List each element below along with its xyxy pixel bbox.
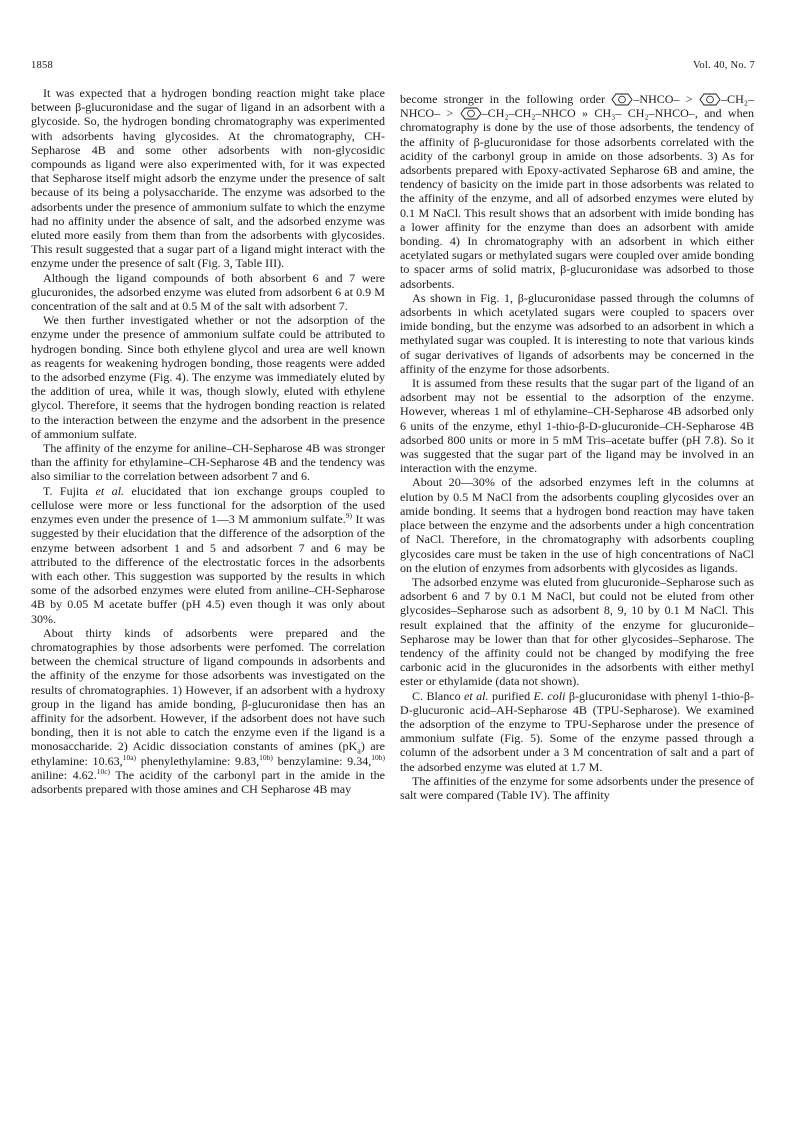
paragraph: We then further investigated whether or not the adsorption of the enzyme under the presence of ammonium sulfate could be attributed to hydrogen bonding. Since both ethylene glycol and urea are well known as reagents for weakening hydrogen bonding, those reagents were added to the adsorbed enzyme (Fig. 4). The enzyme was immediately eluted by the addition of urea, while it was, though slowly, eluted with ethylene glycol. Therefore, it seems that the hydrogen bonding reaction is related to the interaction between the enzyme and the adsorbent in the presence of ammonium sulfate. <box>31 313 385 441</box>
paragraph: The adsorbed enzyme was eluted from glucuronide–Sepharose such as adsorbent 6 and 7 by 0.1 M NaCl, but could not be eluted from other glycosides–Sepharose such as adsorbent 8, 9, 10 by 0.1 M NaCl. This result explained that the affinity of the enzyme for glucuronide–Sepharose may be lower than that for other glycosides–Sepharose. The tendency of the affinity could not be changed by modifying the free carbonic acid in the glucuronides in the adsorbents with either methyl ester or ethylamide (data not shown). <box>400 574 754 689</box>
volume-issue: Vol. 40, No. 7 <box>692 60 755 71</box>
paragraph: It is assumed from these results that the sugar part of the ligand of an adsorbent may not be essential to the adsorption of the enzyme. However, whereas 1 ml of ethylamine–CH-Sepharose 4B adsorbed only 6 units of the enzyme, ethyl 1-thio-β-D-glucuronide–CH-Sepharose 4B adsorbed 800 units or more in 5 mM Tris–acetate buffer (pH 7.8). So it was suggested that the sugar part of the ligand may be involved in an interaction with the enzyme. <box>400 376 754 476</box>
paragraph: The affinity of the enzyme for aniline–CH-Sepharose 4B was stronger than the affinity for ethylamine–CH-Sepharose 4B and the tendency was also similiar to the correlation between adsorbent 7 and 6. <box>31 441 385 484</box>
paragraph: As shown in Fig. 1, β-glucuronidase passed through the columns of adsorbents in which acetylated sugars were coupled to spacers over imide bonding, but the enzyme was adsorbed to an adsorbent in which a methylated sugar was coupled. It is interesting to note that various kinds of sugar derivatives of ligands of adsorbents may be concerned in the affinity of the enzyme for those adsorbents. <box>400 290 754 376</box>
citation: 10a) <box>122 752 137 762</box>
benzene-ring-icon <box>699 93 721 105</box>
paragraph: Although the ligand compounds of both absorbent 6 and 7 were glucuronides, the adsorbed enzyme was eluted from adsorbent 6 at 0.9 M concentration of the salt and at 0.5 M of the salt with adsorbent 7. <box>31 270 385 314</box>
citation: 10b) <box>259 752 273 762</box>
page-number: 1858 <box>31 60 53 71</box>
right-column <box>400 92 754 802</box>
paragraph: T. Fujita et al. elucidated that ion exchange groups coupled to cellulose were more or less functional for the adsorption of the used enzymes even under the presence of 1—3 M ammonium sulfate.$^{9)}$ It was suggested by their elucidation that the difference of the adsorption of the enzyme between adsorbent 1 and 5 and adsorbent 7 and 6 may be attributed to the difference of the electrostatic forces in the adsorbents with each other. This suggestion was supported by the results in which some of the adsorbed enzymes were eluted from aniline–CH-Sepharose 4B by 0.05 M acetate buffer (pH 4.5) even though it was only about 30%. <box>31 483 385 626</box>
citation: 10c) <box>96 766 111 776</box>
paragraph: About 20—30% of the adsorbed enzymes left in the columns at elution by 0.5 M NaCl from the adsorbents coupling glycosides over an amide bonding. It seems that a hydrogen bond reaction may have taken place between the enzyme and the adsorbents under a high concentration of NaCl. Therefore, in the chromatography with adsorbents coupling glycosides care must be taken in the use of high concentrations of NaCl on the elution of enzymes from adsorbents with glycosides as ligands. <box>400 475 754 575</box>
citation: 10b) <box>371 752 386 762</box>
paragraph: About thirty kinds of adsorbents were prepared and the chromatographies by those adsorbents were perfomed. The correlation between the chemical structure of ligand compounds in adsorbents and the affinity of the enzyme for those adsorbents was investigated on the results of chromatographies. 1) However, if an adsorbent with a hydroxy group in the ligand has amide bonding, β-glucuronidase then has an affinity for the adsorbent. However, if the adsorbent does not have such bonding, then it is not able to catch the enzyme even if the ligand is a monosaccharide. 2) Acidic dissociation constants of amines $(pK_a)$ are ethylamine: 10.63,$^{10a)}$ phenylethylamine: 9.83,$^{10b)}$ benzylamine: 9.34,$^{10b)}$ aniline: 4.62.$^{10c)}$ The acidity of the carbonyl part in the amide in the adsorbents prepared with those amines and CH Sepharose 4B may <box>31 625 386 796</box>
paragraph: C. Blanco et al. purified E. coli β-glucuronidase with phenyl 1-thio-β-D-glucuronic acid–AH-Sepharose 4B (TPU-Sepharose). We examined the adsorption of the enzyme to TPU-Sepharose under the presence of ammonium sulfate (Fig. 5). Some of the enzyme passed through a column of the adsorbent under a 3 M concentration of salt and a part of the adsorbed enzyme was eluted at 1.7 M. <box>400 688 754 774</box>
benzene-ring-icon <box>611 93 633 105</box>
paragraph: become stronger in the following order –NHCO– > –CH₂–NHCO– > –CH₂–CH₂–NHCO » CH₃– CH₂–NHCO–, and when chromatography is done by the use of those adsorbents, the tendency of the affinity of β-glucuronidase for those adsorbents correlated with the acidity of the carbonyl group in amide on those adsorbents. 3) As for adsorbents prepared with Epoxy-activated Sepharose 6B and amine, the tendency of basicity on the imide part in those adsorbents was related to the affinity of the enzyme, and all of adsorbed enzymes were eluted by 0.1 M NaCl. This result shows that an adsorbent with imide bonding has a lower affinity for the enzyme than does an adsorbent with amide bonding. 4) In chromatography with an adsorbent in which either acetylated sugars or methylated sugars were coupled over amide bonding to spacer arms of solid matrix, β-glucuronidase was adsorbed to those adsorbents. <box>400 92 755 291</box>
benzene-ring-icon <box>460 107 482 119</box>
citation: 9) <box>345 511 353 521</box>
paragraph: It was expected that a hydrogen bonding reaction might take place between β-glucuronidase and the sugar of ligand in an adsorbent with a glycoside. So, the hydrogen bonding chromatography was experimented with adsorbents having glycosides. At the chromatography, CH-Sepharose 4B and some other adsorbents with non-glycosidic compounds as ligand were also experimented with, for it was expected that Sepharose itself might adsorb the enzyme under the presence of salt because of its being a polysaccharide. The enzyme was adsorbed to the adsorbents under the presence of ammonium sulfate to which the enzyme had no affinity under the absence of salt, and the adsorbed enzyme was eluted more easily from them than from the adsorbents with glycosides. This result suggested that a sugar part of a ligand might interact with the enzyme under the presence of salt (Fig. 3, Table III). <box>31 86 385 271</box>
paragraph: The affinities of the enzyme for some adsorbents under the presence of salt were compared (Table IV). The affinity <box>400 773 754 802</box>
left-column <box>31 86 385 796</box>
